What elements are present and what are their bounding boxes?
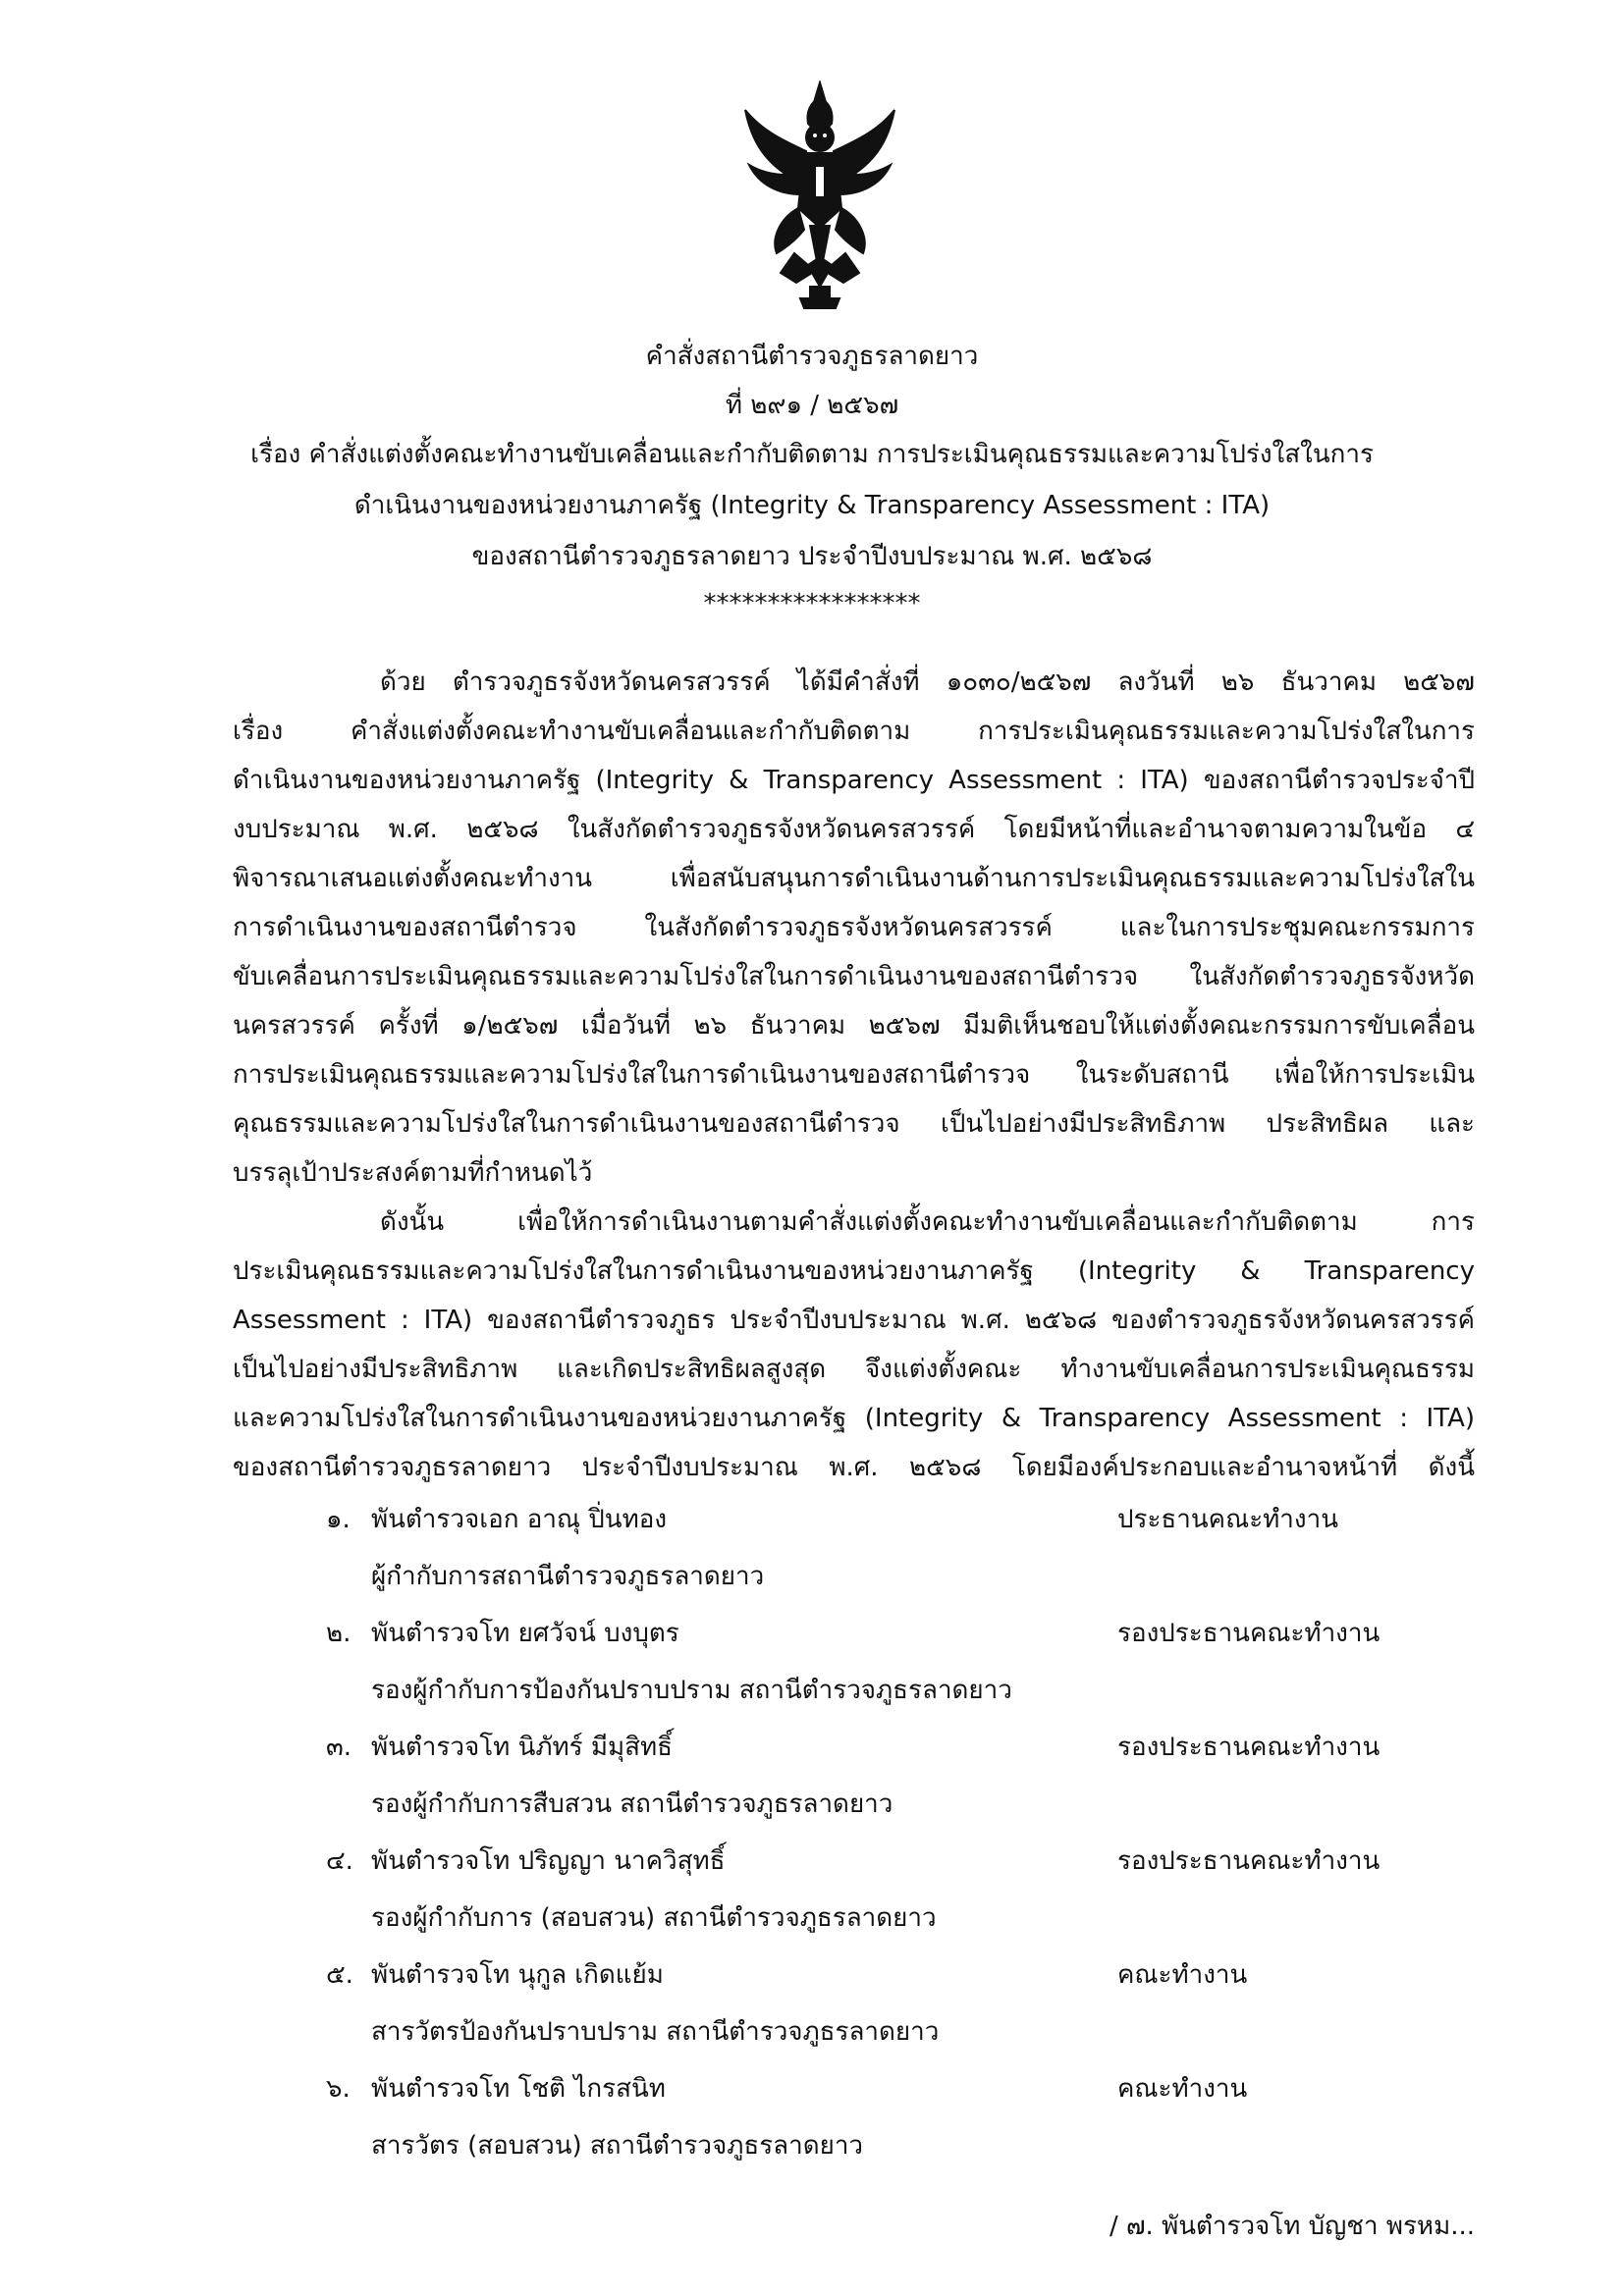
- member-role: คณะทำงาน: [1117, 1960, 1248, 1990]
- page-continuation: / ๗. พันตำรวจโท บัญชา พรหม...: [1109, 2212, 1475, 2241]
- subject-line-1: เรื่อง คำสั่งแต่งตั้งคณะทำงานขับเคลื่อนและกำกับติดตาม การประเมินคุณธรรมและความโปร่งใสในการ: [250, 440, 1374, 469]
- member-name: พันตำรวจโท โชติ ไกรสนิท: [371, 2074, 666, 2104]
- member-name: พันตำรวจโท ยศวัจน์ บงบุตร: [371, 1619, 679, 1648]
- member-position: ผู้กำกับการสถานีตำรวจภูธรลาดยาว: [371, 1562, 765, 1591]
- member-number: ๖.: [326, 2074, 351, 2104]
- paragraph-line: ด้วย ตำรวจภูธรจังหวัดนครสวรรค์ ได้มีคำสั่งที่ ๑๐๓๐/๒๕๖๗ ลงวันที่ ๒๖ ธันวาคม ๒๕๖๗: [380, 667, 1475, 697]
- garuda-emblem: [741, 80, 898, 311]
- paragraph-line: คุณธรรมและความโปร่งใสในการดำเนินงานของสถานีตำรวจ เป็นไปอย่างมีประสิทธิภาพ ประสิทธิผล และ: [233, 1109, 1475, 1139]
- member-role: ประธานคณะทำงาน: [1117, 1505, 1338, 1534]
- paragraph-line: ดำเนินงานของหน่วยงานภาครัฐ (Integrity & Transparency Assessment : ITA) ของสถานีตำรวจประจำปี: [233, 766, 1475, 795]
- paragraph-line: ของสถานีตำรวจภูธรลาดยาว ประจำปีงบประมาณ พ.ศ. ๒๕๖๘ โดยมีองค์ประกอบและอำนาจหน้าที่ ดังนี้: [233, 1453, 1475, 1482]
- member-number: ๓.: [326, 1733, 352, 1762]
- member-position: รองผู้กำกับการ (สอบสวน) สถานีตำรวจภูธรลาดยาว: [371, 1903, 937, 1933]
- member-position: รองผู้กำกับการสืบสวน สถานีตำรวจภูธรลาดยาว: [371, 1789, 893, 1819]
- order-title: คำสั่งสถานีตำรวจภูธรลาดยาว: [645, 342, 979, 371]
- paragraph-line: นครสวรรค์ ครั้งที่ ๑/๒๕๖๗ เมื่อวันที่ ๒๖ ธันวาคม ๒๕๖๗ มีมติเห็นชอบให้แต่งตั้งคณะกรรมการขับเคลื่อน: [233, 1011, 1475, 1041]
- paragraph-line: ขับเคลื่อนการประเมินคุณธรรมและความโปร่งใสในการดำเนินงานของสถานีตำรวจ ในสังกัดตำรวจภูธรจังหวัด: [233, 962, 1475, 991]
- subject-line-2: ดำเนินงานของหน่วยงานภาครัฐ (Integrity & Transparency Assessment : ITA): [353, 491, 1271, 520]
- member-role: รองประธานคณะทำงาน: [1117, 1619, 1380, 1648]
- paragraph-line: การดำเนินงานของสถานีตำรวจ ในสังกัดตำรวจภูธรจังหวัดนครสวรรค์ และในการประชุมคณะกรรมการ: [233, 913, 1475, 942]
- member-role: รองประธานคณะทำงาน: [1117, 1846, 1380, 1876]
- paragraph-line: ประเมินคุณธรรมและความโปร่งใสในการดำเนินงานของหน่วยงานภาครัฐ (Integrity & Transparency: [233, 1256, 1475, 1286]
- member-name: พันตำรวจเอก อาณุ ปิ่นทอง: [371, 1505, 668, 1534]
- member-number: ๒.: [326, 1619, 352, 1648]
- member-position: สารวัตรป้องกันปราบปราม สถานีตำรวจภูธรลาดยาว: [371, 2017, 940, 2047]
- paragraph-line: และความโปร่งใสในการดำเนินงานของหน่วยงานภาครัฐ (Integrity & Transparency Assessment : ITA): [233, 1404, 1475, 1433]
- paragraph-line: Assessment : ITA) ของสถานีตำรวจภูธร ประจำปีงบประมาณ พ.ศ. ๒๕๖๘ ของตำรวจภูธรจังหวัดนครสวรรค์: [233, 1306, 1475, 1335]
- order-number: ที่ ๒๙๑ / ๒๕๖๗: [725, 391, 899, 420]
- paragraph-line: งบประมาณ พ.ศ. ๒๕๖๘ ในสังกัดตำรวจภูธรจังหวัดนครสวรรค์ โดยมีหน้าที่และอำนาจตามความในข้อ ๔: [233, 815, 1475, 844]
- member-name: พันตำรวจโท นุกูล เกิดแย้ม: [371, 1960, 664, 1990]
- member-role: รองประธานคณะทำงาน: [1117, 1733, 1380, 1762]
- member-name: พันตำรวจโท ปริญญา นาควิสุทธิ์: [371, 1846, 726, 1876]
- paragraph-line: การประเมินคุณธรรมและความโปร่งใสในการดำเนินงานของสถานีตำรวจ ในระดับสถานี เพื่อให้การประเมิน: [233, 1060, 1475, 1090]
- member-name: พันตำรวจโท นิภัทร์ มีมุสิทธิ์: [371, 1733, 673, 1762]
- paragraph-line: บรรลุเป้าประสงค์ตามที่กำหนดไว้: [233, 1158, 593, 1188]
- member-position: รองผู้กำกับการป้องกันปราบปราม สถานีตำรวจภูธรลาดยาว: [371, 1676, 1012, 1705]
- paragraph-line: เรื่อง คำสั่งแต่งตั้งคณะทำงานขับเคลื่อนและกำกับติดตาม การประเมินคุณธรรมและความโปร่งใสในการ: [233, 717, 1475, 746]
- paragraph-line: เป็นไปอย่างมีประสิทธิภาพ และเกิดประสิทธิผลสูงสุด จึงแต่งตั้งคณะ ทำงานขับเคลื่อนการประเมินคุณธรรม: [233, 1355, 1475, 1384]
- paragraph-line: ดังนั้น เพื่อให้การดำเนินงานตามคำสั่งแต่งตั้งคณะทำงานขับเคลื่อนและกำกับติดตาม การ: [380, 1207, 1475, 1237]
- member-number: ๑.: [326, 1505, 351, 1534]
- paragraph-line: พิจารณาเสนอแต่งตั้งคณะทำงาน เพื่อสนับสนุนการดำเนินงานด้านการประเมินคุณธรรมและความโปร่งใสใน: [233, 864, 1475, 893]
- subject-line-3: ของสถานีตำรวจภูธรลาดยาว ประจำปีงบประมาณ พ.ศ. ๒๕๖๘: [471, 542, 1153, 571]
- member-role: คณะทำงาน: [1117, 2074, 1248, 2104]
- member-number: ๔.: [326, 1846, 353, 1876]
- separator: *****************: [703, 589, 921, 618]
- member-position: สารวัตร (สอบสวน) สถานีตำรวจภูธรลาดยาว: [371, 2131, 864, 2161]
- member-number: ๕.: [326, 1960, 353, 1990]
